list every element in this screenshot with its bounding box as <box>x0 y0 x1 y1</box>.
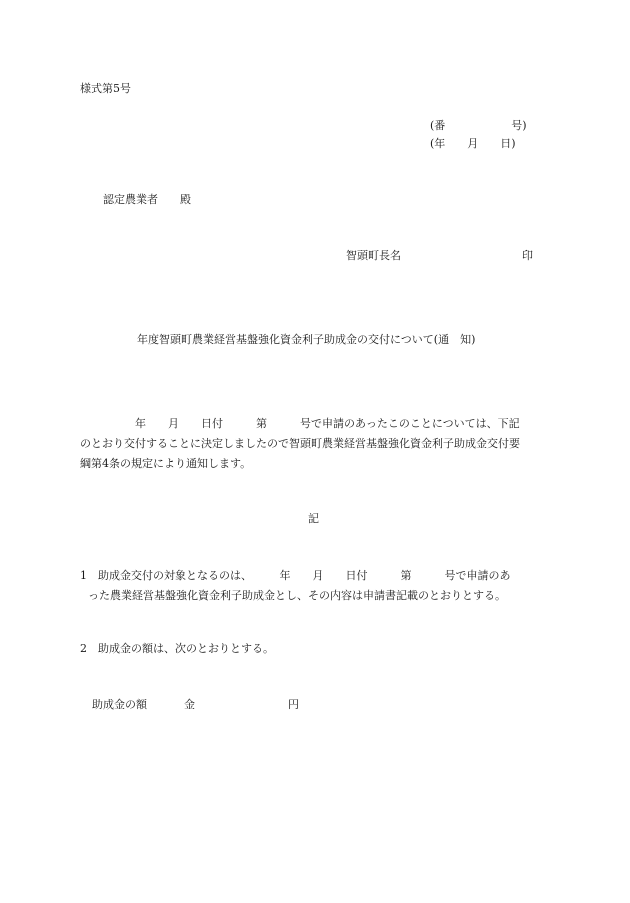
item-2: 2 助成金の額は、次のとおりとする。 <box>80 642 274 655</box>
body-line: 綱第4条の規定により通知します。 <box>80 457 252 470</box>
amount-label: 助成金の額 <box>92 698 147 711</box>
sender-title: 智頭町長名 <box>346 249 401 262</box>
document-title: 年度智頭町農業経営基盤強化資金利子助成金の交付について(通 知) <box>137 333 476 346</box>
form-number: 様式第5号 <box>80 82 131 95</box>
document-number-line: (番 号) <box>430 119 527 132</box>
document-date-line: (年 月 日) <box>430 137 516 150</box>
item-line: った農業経営基盤強化資金利子助成金とし、その内容は申請書記載のとおりとする。 <box>88 589 506 602</box>
seal-mark: 印 <box>522 249 533 262</box>
amount-row <box>92 698 332 712</box>
ki-heading: 記 <box>308 512 319 525</box>
amount-prefix: 金 <box>184 698 195 711</box>
item-line: 1 助成金交付の対象となるのは、 年 月 日付 第 号で申請のあ <box>80 569 511 582</box>
body-paragraph <box>80 414 555 474</box>
body-line: 年 月 日付 第 号で申請のあったこのことについては、下記 <box>80 417 520 430</box>
amount-unit: 円 <box>288 698 299 711</box>
body-line: のとおり交付することに決定しましたので智頭町農業経営基盤強化資金利子助成金交付要 <box>80 437 520 450</box>
recipient-line: 認定農業者 殿 <box>103 193 191 206</box>
item-1 <box>80 566 555 606</box>
